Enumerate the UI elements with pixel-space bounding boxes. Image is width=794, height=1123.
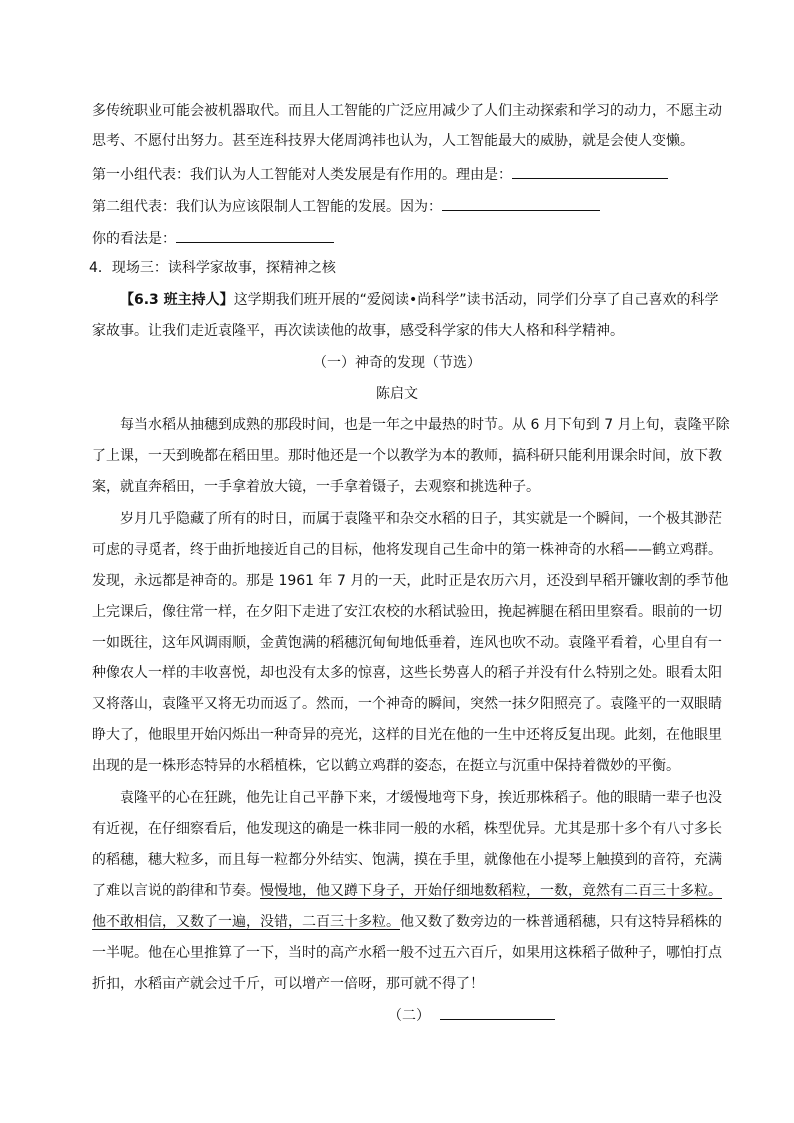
- section-2-heading: [388, 1005, 555, 1026]
- para2-line-5: 一如既往，这年风调雨顺，金黄饱满的稻穗沉甸甸地低垂着，连风也吹不动。袁隆平看着，心里自有一: [92, 635, 722, 651]
- para3-line-5: [92, 912, 722, 932]
- para1-line-1: 每当水稻从抽穗到成熟的那段时间，也是一年之中最热的时节。从 6 月下旬到 7 月上旬，袁隆平除: [120, 417, 730, 433]
- intro-line-1: 多传统职业可能会被机器取代。而且人工智能的广泛应用减少了人们主动探索和学习的动力，不愿主动: [92, 103, 722, 119]
- section-2-title-blank[interactable]: [440, 1005, 555, 1020]
- your-view-question: [92, 228, 334, 249]
- para2-line-1: 岁月几乎隐藏了所有的时日，而属于袁隆平和杂交水稻的日子，其实就是一个瞬间，一个极其渺茫: [120, 511, 722, 527]
- para2-line-7: 又将落山，袁隆平又将无功而返了。然而，一个神奇的瞬间，突然一抹夕阳照亮了。袁隆平的一双眼睛: [92, 696, 722, 712]
- para3-line-6: 一半呢。他在心里推算了一下，当时的高产水稻一般不过五六百斤，如果用这株稻子做种子，哪怕打点: [92, 945, 722, 961]
- group1-question: [92, 164, 668, 185]
- section-4-title: 4．现场三：读科学家故事，探精神之核: [89, 260, 336, 276]
- underlined-sentence-part-1: 慢慢地，他又蹲下身子，开始仔细地数稻粒，一数，竟然有二百三十多粒。: [260, 883, 722, 899]
- host-intro-line-1: [120, 290, 718, 310]
- para2-line-3: 发现，永远都是神奇的。那是 1961 年 7 月的一天，此时正是农历六月，还没到早稻开镰收割的季节他: [92, 573, 729, 589]
- para3-line-4: [92, 881, 722, 901]
- para2-line-4: 上完课后，像往常一样，在夕阳下走进了安江农校的水稻试验田，挽起裤腿在稻田里察看。眼前的一切: [92, 604, 722, 620]
- underlined-sentence-part-2: 他不敢相信，又数了一遍，没错，二百三十多粒。: [92, 914, 400, 930]
- para3-line-4-plain: 了难以言说的韵律和节奏。: [92, 883, 260, 899]
- para2-line-8: 睁大了，他眼里开始闪烁出一种奇异的亮光，这样的目光在他的一生中还将反复出现。此刻，在他眼里: [92, 727, 722, 743]
- para2-line-6: 种像农人一样的丰收喜悦，却也没有太多的惊喜，这些长势喜人的稻子并没有什么特别之处。眼看太阳: [92, 665, 722, 681]
- para3-line-1: 袁隆平的心在狂跳，他先让自己平静下来，才缓慢地弯下身，挨近那株稻子。他的眼睛一辈子也没: [120, 790, 722, 806]
- para3-line-3: 的稻穗，穗大粒多，而且每一粒都分外结实、饱满，摸在手里，就像他在小提琴上触摸到的音符，充满: [92, 852, 722, 868]
- section-2-label: （二）: [388, 1008, 430, 1024]
- para3-line-7: 折扣，水稻亩产就会过千斤，可以增产一倍呀，那可就不得了！: [92, 976, 484, 992]
- intro-line-2: 思考、不愿付出努力。甚至连科技界大佬周鸿祎也认为，人工智能最大的威胁，就是会使人变懒。: [92, 133, 694, 149]
- host-tag: 【6.3 班主持人】: [120, 292, 234, 308]
- para2-line-2: 可虑的寻觅者，终于曲折地接近自己的目标，他将发现自己生命中的第一株神奇的水稻——鹤立鸡群。: [92, 542, 722, 558]
- para3-line-2: 有近视，在仔细察看后，他发现这的确是一株非同一般的水稻，株型优异。尤其是那十多个有八寸多长: [92, 821, 722, 837]
- para3-line-5-plain: 他又数了数旁边的一株普通稻穗，只有这特异稻株的: [400, 914, 722, 930]
- para1-line-3: 案，就直奔稻田，一手拿着放大镜，一手拿着镊子，去观察和挑选种子。: [92, 479, 540, 495]
- your-view-answer-blank[interactable]: [176, 228, 334, 243]
- host-intro-line-2: 家故事。让我们走近袁隆平，再次读读他的故事，感受科学家的伟大人格和科学精神。: [92, 323, 624, 339]
- group1-label: 第一小组代表：我们认为人工智能对人类发展是有作用的。理由是：: [92, 167, 512, 183]
- para1-line-2: 了上课，一天到晚都在稻田里。那时他还是一个以教学为本的教师，搞科研只能利用课余时间，放下教: [92, 448, 722, 464]
- article-author: 陈启文: [376, 386, 418, 402]
- article-title: （一）神奇的发现（节选）: [313, 355, 481, 371]
- host-text-1: 这学期我们班开展的“爱阅读•尚科学”读书活动，同学们分享了自己喜欢的科学: [233, 292, 719, 308]
- group1-answer-blank[interactable]: [512, 164, 668, 179]
- your-view-label: 你的看法是：: [92, 231, 176, 247]
- group2-label: 第二组代表：我们认为应该限制人工智能的发展。因为：: [92, 199, 442, 215]
- para2-line-9: 出现的是一株形态特异的水稻植株，它以鹤立鸡群的姿态，在挺立与沉重中保持着微妙的平衡。: [92, 758, 680, 774]
- group2-question: [92, 196, 600, 217]
- group2-answer-blank[interactable]: [442, 196, 600, 211]
